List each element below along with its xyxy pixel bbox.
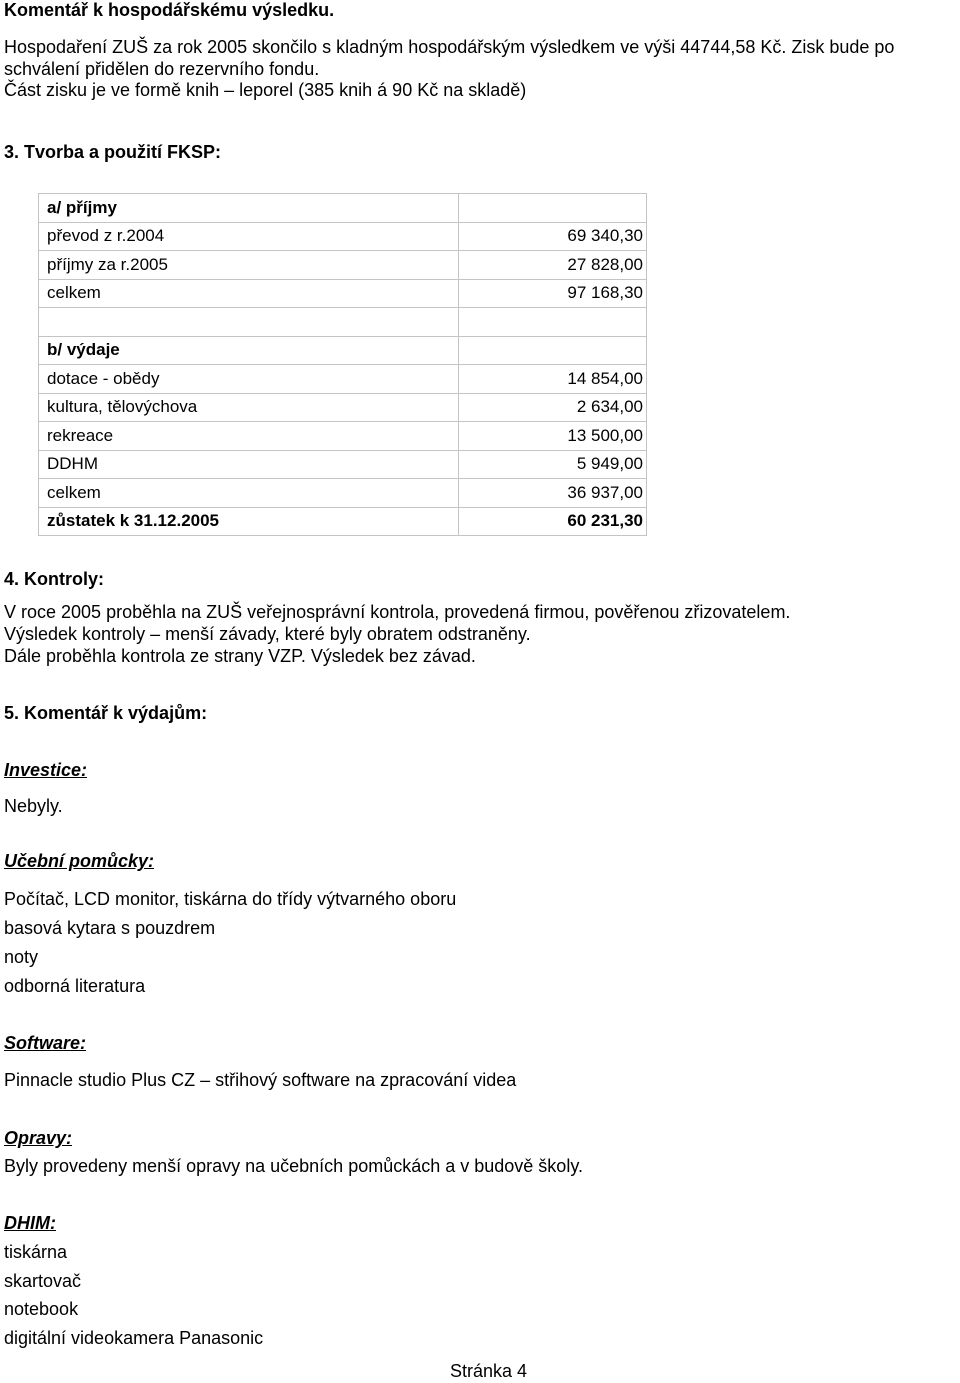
list-item: notebook	[4, 1299, 79, 1319]
controls-line-1: V roce 2005 proběhla na ZUŠ veřejnosprávní kontrola, provedená firmou, pověřenou zřizovatelem.	[4, 602, 791, 622]
fksp-label: zůstatek k 31.12.2005	[39, 507, 459, 536]
fksp-label: b/ výdaje	[39, 336, 459, 365]
table-row	[39, 365, 647, 394]
fksp-value: 14 854,00	[459, 365, 647, 394]
fksp-label: rekreace	[39, 422, 459, 451]
list-item: odborná literatura	[4, 976, 146, 996]
result-comment-heading: Komentář k hospodářskému výsledku.	[4, 0, 335, 20]
table-row	[39, 479, 647, 508]
table-row	[39, 251, 647, 280]
table-row	[39, 507, 647, 536]
fksp-label: celkem	[39, 279, 459, 308]
dhim-title: DHIM:	[4, 1213, 56, 1233]
opravy-text: Byly provedeny menší opravy na učebních pomůckách a v budově školy.	[4, 1156, 583, 1176]
table-row	[39, 336, 647, 365]
list-item: digitální videokamera Panasonic	[4, 1328, 264, 1348]
fksp-label: celkem	[39, 479, 459, 508]
result-comment-line-1: Hospodaření ZUŠ za rok 2005 skončilo s kladným hospodářským výsledkem ve výši 44744,58 Kč. Zisk bude po	[4, 37, 895, 57]
fksp-label: příjmy za r.2005	[39, 251, 459, 280]
list-item: basová kytara s pouzdrem	[4, 918, 216, 938]
expenses-heading: 5. Komentář k výdajům:	[4, 703, 208, 723]
investice-text: Nebyly.	[4, 796, 63, 816]
investice-title: Investice:	[4, 760, 88, 780]
table-row	[39, 194, 647, 223]
result-comment-line-3: Část zisku je ve formě knih – leporel (385 knih á 90 Kč na skladě)	[4, 80, 527, 100]
fksp-label: a/ příjmy	[39, 194, 459, 223]
table-row	[39, 450, 647, 479]
fksp-label	[39, 308, 459, 337]
software-title: Software:	[4, 1033, 87, 1053]
list-item: skartovač	[4, 1271, 82, 1291]
controls-line-3: Dále proběhla kontrola ze strany VZP. Výsledek bez závad.	[4, 646, 476, 666]
fksp-value: 60 231,30	[459, 507, 647, 536]
opravy-title: Opravy:	[4, 1128, 73, 1148]
fksp-value	[459, 194, 647, 223]
page-number: Stránka 4	[450, 1361, 528, 1381]
fksp-value	[459, 336, 647, 365]
fksp-label: dotace - obědy	[39, 365, 459, 394]
table-row	[39, 422, 647, 451]
fksp-value: 69 340,30	[459, 222, 647, 251]
controls-line-2: Výsledek kontroly – menší závady, které byly obratem odstraněny.	[4, 624, 531, 644]
fksp-label: kultura, tělovýchova	[39, 393, 459, 422]
fksp-value: 2 634,00	[459, 393, 647, 422]
fksp-value: 13 500,00	[459, 422, 647, 451]
table-row	[39, 308, 647, 337]
fksp-label: převod z r.2004	[39, 222, 459, 251]
table-row	[39, 393, 647, 422]
fksp-label: DDHM	[39, 450, 459, 479]
table-row	[39, 222, 647, 251]
result-comment-line-2: schválení přidělen do rezervního fondu.	[4, 59, 320, 79]
list-item: noty	[4, 947, 39, 967]
software-text: Pinnacle studio Plus CZ – střihový software na zpracování videa	[4, 1070, 517, 1090]
list-item: tiskárna	[4, 1242, 68, 1262]
fksp-value: 36 937,00	[459, 479, 647, 508]
fksp-value: 97 168,30	[459, 279, 647, 308]
controls-heading: 4. Kontroly:	[4, 569, 105, 589]
fksp-value	[459, 308, 647, 337]
fksp-heading: 3. Tvorba a použití FKSP:	[4, 142, 222, 162]
list-item: Počítač, LCD monitor, tiskárna do třídy výtvarného oboru	[4, 889, 457, 909]
table-row	[39, 279, 647, 308]
pomucky-title: Učební pomůcky:	[4, 851, 155, 871]
fksp-value: 27 828,00	[459, 251, 647, 280]
fksp-table	[38, 193, 647, 536]
fksp-value: 5 949,00	[459, 450, 647, 479]
